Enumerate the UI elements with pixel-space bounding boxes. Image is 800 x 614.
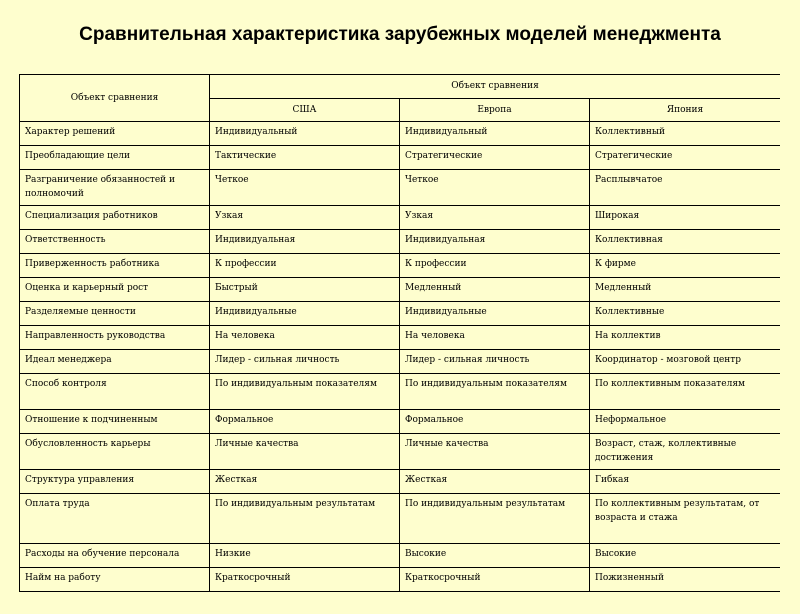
usa-cell: Низкие [210,544,400,568]
japan-cell: Неформальное [590,410,781,434]
europe-cell: Индивидуальные [400,302,590,326]
table-row [20,302,781,326]
table-row [20,206,781,230]
criterion-cell: Идеал менеджера [20,350,210,374]
table-row [20,374,781,410]
table-row [20,494,781,544]
usa-cell: Индивидуальные [210,302,400,326]
usa-cell: На человека [210,326,400,350]
table-row [20,230,781,254]
usa-cell: Краткосрочный [210,568,400,592]
japan-cell: По коллективным результатам, от возраста и стажа [590,494,781,544]
criterion-cell: Отношение к подчиненным [20,410,210,434]
europe-cell: К профессии [400,254,590,278]
comparison-table-container [19,74,780,614]
criterion-cell: Преобладающие цели [20,146,210,170]
table-row [20,410,781,434]
table-row [20,568,781,592]
criterion-cell: Разграничение обязанностей и полномочий [20,170,210,206]
europe-cell: Индивидуальная [400,230,590,254]
usa-cell: Индивидуальная [210,230,400,254]
europe-cell: Личные качества [400,434,590,470]
japan-cell: Коллективная [590,230,781,254]
criterion-cell: Приверженность работника [20,254,210,278]
header-group: Объект сравнения [210,75,781,99]
usa-cell: По индивидуальным показателям [210,374,400,410]
table-row [20,434,781,470]
europe-cell: Медленный [400,278,590,302]
europe-cell: Стратегические [400,146,590,170]
japan-cell: На коллектив [590,326,781,350]
japan-cell: Стратегические [590,146,781,170]
japan-cell: Медленный [590,278,781,302]
usa-cell: К профессии [210,254,400,278]
japan-cell: Широкая [590,206,781,230]
europe-cell: Четкое [400,170,590,206]
japan-cell: Возраст, стаж, коллективные достижения [590,434,781,470]
table-row [20,350,781,374]
criterion-cell: Направленность руководства [20,326,210,350]
criterion-cell: Структура управления [20,470,210,494]
usa-cell: Жесткая [210,470,400,494]
criterion-cell: Характер решений [20,122,210,146]
japan-cell: Коллективные [590,302,781,326]
europe-cell: Жесткая [400,470,590,494]
japan-cell: К фирме [590,254,781,278]
europe-cell: Высокие [400,544,590,568]
usa-cell: Личные качества [210,434,400,470]
europe-cell: Лидер - сильная личность [400,350,590,374]
table-row [20,146,781,170]
europe-cell: Краткосрочный [400,568,590,592]
usa-cell: Индивидуальный [210,122,400,146]
page-title: Сравнительная характеристика зарубежных моделей менеджмента [79,24,721,45]
europe-cell: Индивидуальный [400,122,590,146]
header-country-japan: Япония [590,98,781,122]
europe-cell: Узкая [400,206,590,230]
table-row [20,122,781,146]
criterion-cell: Найм на работу [20,568,210,592]
header-object-column: Объект сравнения [20,75,210,122]
table-row [20,544,781,568]
usa-cell: Четкое [210,170,400,206]
table-row [20,326,781,350]
criterion-cell: Оплата труда [20,494,210,544]
criterion-cell: Специализация работников [20,206,210,230]
japan-cell: Высокие [590,544,781,568]
europe-cell: По индивидуальным результатам [400,494,590,544]
usa-cell: По индивидуальным результатам [210,494,400,544]
criterion-cell: Разделяемые ценности [20,302,210,326]
criterion-cell: Способ контроля [20,374,210,410]
header-country-usa: США [210,98,400,122]
japan-cell: По коллективным показателям [590,374,781,410]
europe-cell: Формальное [400,410,590,434]
usa-cell: Узкая [210,206,400,230]
japan-cell: Коллективный [590,122,781,146]
table-row [20,278,781,302]
japan-cell: Расплывчатое [590,170,781,206]
japan-cell: Координатор - мозговой центр [590,350,781,374]
table-row [20,470,781,494]
usa-cell: Быстрый [210,278,400,302]
japan-cell: Гибкая [590,470,781,494]
table-row [20,254,781,278]
japan-cell: Пожизненный [590,568,781,592]
europe-cell: По индивидуальным показателям [400,374,590,410]
usa-cell: Лидер - сильная личность [210,350,400,374]
table-row [20,170,781,206]
header-country-europe: Европа [400,98,590,122]
criterion-cell: Ответственность [20,230,210,254]
criterion-cell: Расходы на обучение персонала [20,544,210,568]
europe-cell: На человека [400,326,590,350]
criterion-cell: Обусловленность карьеры [20,434,210,470]
criterion-cell: Оценка и карьерный рост [20,278,210,302]
usa-cell: Тактические [210,146,400,170]
comparison-table [19,74,780,592]
usa-cell: Формальное [210,410,400,434]
